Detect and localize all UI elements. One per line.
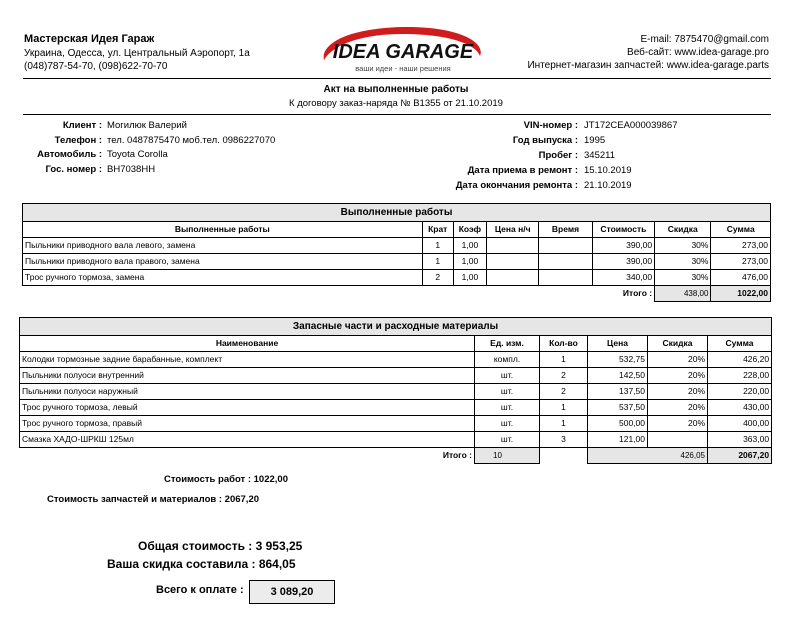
work-cost: 390,00 xyxy=(592,254,654,270)
part-discount xyxy=(648,432,708,448)
work-name: Трос ручного тормоза, замена xyxy=(23,270,423,286)
to-pay-value: 3 089,20 xyxy=(249,580,335,604)
part-name: Колодки тормозные задние барабанные, комплект xyxy=(20,352,475,368)
part-discount: 20% xyxy=(648,400,708,416)
logo-car-swoosh-icon xyxy=(318,22,488,74)
mileage-row xyxy=(0,149,792,163)
discount-total: Ваша скидка составила : 864,05 xyxy=(107,557,296,571)
part-sum: 426,20 xyxy=(708,352,772,368)
works-col-sum: Сумма xyxy=(711,222,771,238)
table-row xyxy=(20,400,772,416)
table-row xyxy=(20,432,772,448)
phone-value: тел. 0487875470 моб.тел. 0986227070 xyxy=(107,135,276,146)
work-rate xyxy=(487,254,539,270)
client-label: Клиент : xyxy=(62,120,102,131)
plate-label: Гос. номер : xyxy=(45,164,102,175)
year-label: Год выпуска : xyxy=(512,135,578,146)
part-name: Трос ручного тормоза, правый xyxy=(20,416,475,432)
part-price: 537,50 xyxy=(588,400,648,416)
part-sum: 400,00 xyxy=(708,416,772,432)
part-name: Смазка ХАДО-ШРКШ 125мл xyxy=(20,432,475,448)
work-time xyxy=(539,254,592,270)
company-contacts xyxy=(527,33,769,72)
work-name: Пыльники приводного вала правого, замена xyxy=(23,254,423,270)
part-qty: 1 xyxy=(540,352,588,368)
table-row xyxy=(20,416,772,432)
parts-col-price: Цена xyxy=(588,336,648,352)
works-section-title: Выполненные работы xyxy=(23,204,771,222)
act-title: Акт на выполненные работы xyxy=(323,84,469,95)
works-col-discount: Скидка xyxy=(655,222,711,238)
phone-label: Телефон : xyxy=(54,135,102,146)
part-price: 121,00 xyxy=(588,432,648,448)
year-value: 1995 xyxy=(584,135,606,146)
company-shop: Интернет-магазин запчастей: www.idea-garage.parts xyxy=(527,60,769,71)
work-times: 1 xyxy=(422,238,453,254)
company-email: E-mail: 7875470@gmail.com xyxy=(640,34,769,45)
work-cost: 390,00 xyxy=(592,238,654,254)
parts-total-label: Итого : xyxy=(442,450,472,461)
work-rate xyxy=(487,238,539,254)
date-in-row xyxy=(0,164,792,178)
work-name: Пыльники приводного вала левого, замена xyxy=(23,238,423,254)
work-times: 2 xyxy=(422,270,453,286)
parts-col-qty: Кол-во xyxy=(540,336,588,352)
mileage-label: Пробег : xyxy=(538,150,578,161)
work-discount: 30% xyxy=(655,238,711,254)
works-col-coef: Коэф xyxy=(453,222,486,238)
parts-total-row xyxy=(20,448,772,464)
company-phones: (048)787-54-70, (098)622-70-70 xyxy=(24,61,168,72)
works-total-label: Итого : xyxy=(622,288,653,299)
year-row xyxy=(0,134,792,148)
works-cost-summary: Стоимость работ : 1022,00 xyxy=(164,474,288,485)
company-logo xyxy=(318,22,488,74)
date-in-label: Дата приема в ремонт : xyxy=(467,165,578,176)
part-unit: шт. xyxy=(475,432,540,448)
work-rate xyxy=(487,270,539,286)
to-pay-label: Всего к оплате : xyxy=(156,584,244,596)
part-qty: 1 xyxy=(540,416,588,432)
company-website: Веб-сайт: www.idea-garage.pro xyxy=(627,47,769,58)
parts-total-sum: 2067,20 xyxy=(708,448,772,464)
part-unit: компл. xyxy=(475,352,540,368)
part-sum: 363,00 xyxy=(708,432,772,448)
work-coef: 1,00 xyxy=(453,238,486,254)
part-qty: 1 xyxy=(540,400,588,416)
date-in-value: 15.10.2019 xyxy=(584,165,632,176)
car-value: Toyota Corolla xyxy=(107,149,168,160)
works-header-row xyxy=(23,222,771,238)
parts-col-sum: Сумма xyxy=(708,336,772,352)
act-subtitle: К договору заказ-наряда № B1355 от 21.10.2019 xyxy=(289,98,503,109)
works-total-row xyxy=(23,286,771,302)
part-unit: шт. xyxy=(475,416,540,432)
works-col-name: Выполненные работы xyxy=(23,222,423,238)
work-time xyxy=(539,270,592,286)
parts-cost-summary: Стоимость запчастей и материалов : 2067,20 xyxy=(47,494,260,505)
part-unit: шт. xyxy=(475,368,540,384)
part-qty: 3 xyxy=(540,432,588,448)
car-label: Автомобиль : xyxy=(37,149,102,160)
work-coef: 1,00 xyxy=(453,254,486,270)
mileage-value: 345211 xyxy=(584,150,615,161)
part-discount: 20% xyxy=(648,368,708,384)
work-sum: 273,00 xyxy=(711,238,771,254)
part-unit: шт. xyxy=(475,384,540,400)
part-qty: 2 xyxy=(540,368,588,384)
work-discount: 30% xyxy=(655,254,711,270)
parts-col-unit: Ед. изм. xyxy=(475,336,540,352)
date-out-label: Дата окончания ремонта : xyxy=(455,180,578,191)
work-discount: 30% xyxy=(655,270,711,286)
parts-total-discount: 426,05 xyxy=(588,448,708,464)
header-divider xyxy=(23,78,771,79)
works-col-times: Крат xyxy=(422,222,453,238)
work-sum: 476,00 xyxy=(711,270,771,286)
parts-total-qty: 10 xyxy=(475,448,540,464)
vin-label: VIN-номер : xyxy=(523,120,578,131)
parts-header-row xyxy=(20,336,772,352)
company-address: Украина, Одесса, ул. Центральный Аэропорт, 1а xyxy=(24,48,250,59)
parts-col-discount: Скидка xyxy=(648,336,708,352)
date-out-row xyxy=(0,179,792,193)
part-name: Трос ручного тормоза, левый xyxy=(20,400,475,416)
logo-tagline: ваши идеи - наши решения xyxy=(355,64,451,73)
part-discount: 20% xyxy=(648,416,708,432)
vin-row xyxy=(0,119,792,133)
part-qty: 2 xyxy=(540,384,588,400)
works-col-rate: Цена н/ч xyxy=(487,222,539,238)
part-unit: шт. xyxy=(475,400,540,416)
logo-text: IDEA GARAGE xyxy=(332,41,474,63)
parts-section-title: Запасные части и расходные материалы xyxy=(20,318,772,336)
plate-value: BH7038HH xyxy=(107,164,156,175)
part-name: Пыльники полуоси наружный xyxy=(20,384,475,400)
part-discount: 20% xyxy=(648,352,708,368)
part-price: 532,75 xyxy=(588,352,648,368)
parts-col-name: Наименование xyxy=(20,336,475,352)
part-sum: 228,00 xyxy=(708,368,772,384)
work-sum: 273,00 xyxy=(711,254,771,270)
part-sum: 220,00 xyxy=(708,384,772,400)
work-times: 1 xyxy=(422,254,453,270)
parts-table xyxy=(19,317,772,464)
works-total-sum: 1022,00 xyxy=(711,286,771,302)
part-price: 500,00 xyxy=(588,416,648,432)
work-coef: 1,00 xyxy=(453,270,486,286)
date-out-value: 21.10.2019 xyxy=(584,180,632,191)
table-row xyxy=(20,384,772,400)
works-col-time: Время xyxy=(539,222,592,238)
table-row xyxy=(23,238,771,254)
part-price: 137,50 xyxy=(588,384,648,400)
works-col-cost: Стоимость xyxy=(592,222,654,238)
table-row xyxy=(23,254,771,270)
works-table xyxy=(22,203,771,302)
part-sum: 430,00 xyxy=(708,400,772,416)
company-name: Мастерская Идея Гараж xyxy=(24,33,155,45)
vin-value: JT172CEA000039867 xyxy=(584,120,678,131)
table-row xyxy=(20,352,772,368)
subtitle-divider xyxy=(23,114,771,115)
part-price: 142,50 xyxy=(588,368,648,384)
part-name: Пыльники полуоси внутренний xyxy=(20,368,475,384)
work-time xyxy=(539,238,592,254)
client-value: Могилюк Валерий xyxy=(107,120,187,131)
work-cost: 340,00 xyxy=(592,270,654,286)
table-row xyxy=(20,368,772,384)
works-total-cost: 438,00 xyxy=(655,286,711,302)
table-row xyxy=(23,270,771,286)
overall-cost: Общая стоимость : 3 953,25 xyxy=(138,539,303,553)
part-discount: 20% xyxy=(648,384,708,400)
